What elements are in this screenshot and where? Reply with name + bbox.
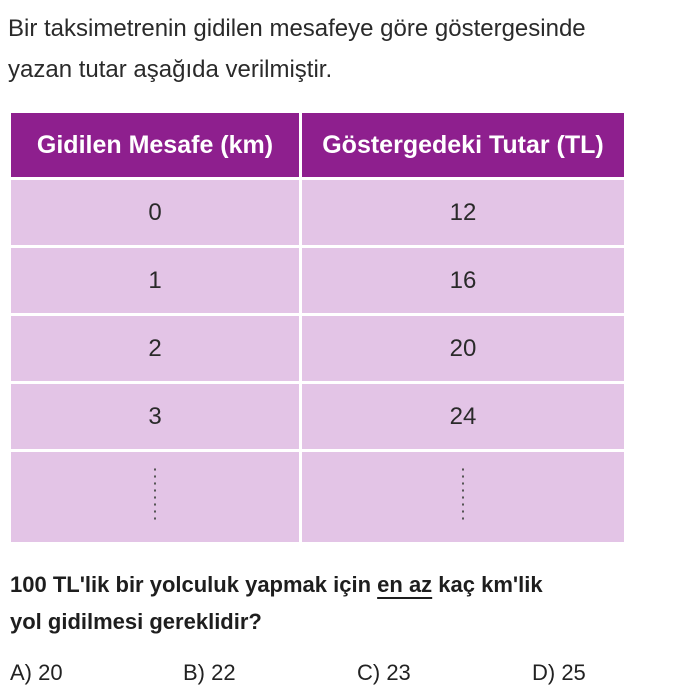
- cell-amount: 12: [302, 180, 624, 245]
- option-d[interactable]: D) 25: [532, 660, 586, 685]
- question-part-2: kaç km'lik: [432, 572, 543, 597]
- cell-amount: 16: [302, 248, 624, 313]
- fare-table: [8, 110, 627, 545]
- intro-line-2: yazan tutar aşağıda verilmiştir.: [8, 56, 333, 83]
- answer-options: [0, 660, 676, 694]
- option-a[interactable]: A) 20: [10, 660, 63, 685]
- question-emphasis: en az: [377, 572, 433, 597]
- table-row-continuation: [11, 452, 624, 542]
- question-part-1: 100 TL'lik bir yolculuk yapmak için: [10, 572, 378, 597]
- problem-intro: [8, 8, 673, 90]
- cell-distance: 0: [11, 180, 299, 245]
- table-row: [11, 180, 624, 245]
- vertical-dots-icon: [154, 466, 156, 522]
- table-header-row: [11, 113, 624, 177]
- cell-distance: 3: [11, 384, 299, 449]
- table-row: [11, 248, 624, 313]
- cell-amount: 20: [302, 316, 624, 381]
- table-row: [11, 316, 624, 381]
- question-line-1: [10, 566, 670, 603]
- vertical-dots-icon: [462, 466, 464, 522]
- table-row: [11, 384, 624, 449]
- header-distance: Gidilen Mesafe (km): [11, 113, 299, 177]
- question-text: [10, 566, 670, 640]
- option-b[interactable]: B) 22: [183, 660, 236, 685]
- continuation-cell-distance: [11, 452, 299, 542]
- cell-distance: 2: [11, 316, 299, 381]
- intro-line-1: Bir taksimetrenin gidilen mesafeye göre göstergesinde: [8, 15, 586, 42]
- question-line-2: yol gidilmesi gereklidir?: [10, 609, 262, 634]
- header-amount: Göstergedeki Tutar (TL): [302, 113, 624, 177]
- continuation-cell-amount: [302, 452, 624, 542]
- cell-amount: 24: [302, 384, 624, 449]
- option-c[interactable]: C) 23: [357, 660, 411, 685]
- cell-distance: 1: [11, 248, 299, 313]
